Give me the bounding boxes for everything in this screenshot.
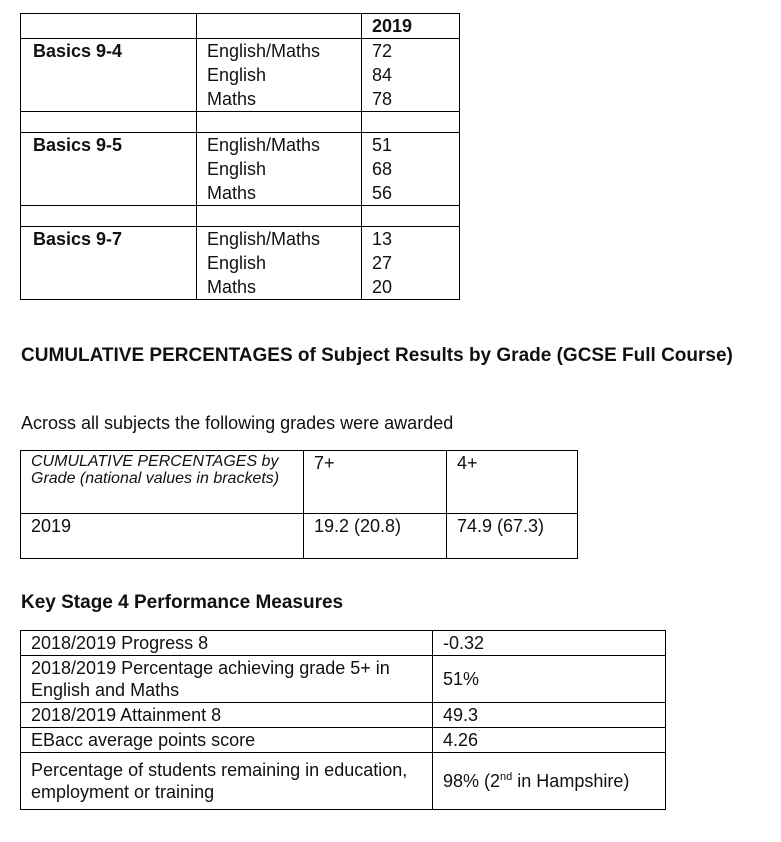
table-row: [21, 656, 666, 703]
measure-value: 51%: [433, 656, 666, 703]
subject-cell: English: [197, 251, 362, 275]
table-row: [21, 703, 666, 728]
empty-cell: [21, 181, 197, 206]
empty-cell: [21, 87, 197, 112]
grade-7plus-value: 19.2 (20.8): [304, 514, 447, 559]
value-cell: 13: [362, 227, 460, 252]
value-cell: 78: [362, 87, 460, 112]
value-cell: 51: [362, 133, 460, 158]
table-header-row: [21, 14, 460, 39]
value-cell: 56: [362, 181, 460, 206]
subject-cell: Maths: [197, 275, 362, 300]
group-label: Basics 9-5: [21, 133, 197, 158]
measure-value: -0.32: [433, 631, 666, 656]
value-cell: 27: [362, 251, 460, 275]
table-row: [21, 753, 666, 810]
table-header-row: [21, 451, 578, 514]
measure-value: [433, 753, 666, 810]
table-row: [21, 133, 460, 158]
measure-value: 4.26: [433, 728, 666, 753]
ks4-heading: Key Stage 4 Performance Measures: [21, 592, 344, 613]
basics-table: [20, 13, 460, 300]
group-label: Basics 9-7: [21, 227, 197, 252]
cumulative-intro: Across all subjects the following grades were awarded: [21, 413, 454, 433]
measure-cell: 2018/2019 Percentage achieving grade 5+ in English and Maths: [21, 656, 433, 703]
table-row: [21, 87, 460, 112]
spacer-row: [21, 206, 460, 227]
subject-cell: Maths: [197, 181, 362, 206]
subject-cell: English: [197, 63, 362, 87]
table-row: [21, 728, 666, 753]
subject-cell: Maths: [197, 87, 362, 112]
table-row: [21, 227, 460, 252]
cumulative-header-label: CUMULATIVE PERCENTAGES by Grade (national values in brackets): [21, 451, 304, 514]
grade-7plus-header: 7+: [304, 451, 447, 514]
group-label: Basics 9-4: [21, 39, 197, 64]
empty-cell: [21, 251, 197, 275]
value-cell: 68: [362, 157, 460, 181]
cumulative-heading: CUMULATIVE PERCENTAGES of Subject Results by Grade (GCSE Full Course): [21, 345, 733, 366]
table-row: [21, 251, 460, 275]
value-prefix: 98% (2: [443, 771, 501, 791]
subject-cell: English: [197, 157, 362, 181]
year-header: 2019: [362, 14, 460, 39]
ks4-table: [20, 630, 666, 810]
table-row: [21, 157, 460, 181]
empty-cell: [21, 157, 197, 181]
value-cell: 20: [362, 275, 460, 300]
ordinal-suffix: nd: [500, 771, 513, 783]
grade-4plus-value: 74.9 (67.3): [447, 514, 578, 559]
year-cell: 2019: [21, 514, 304, 559]
subject-cell: English/Maths: [197, 227, 362, 252]
empty-cell: [21, 14, 197, 39]
table-row: [21, 275, 460, 300]
spacer-row: [21, 112, 460, 133]
table-row: [21, 181, 460, 206]
value-suffix: in Hampshire): [512, 771, 630, 791]
table-row: [21, 631, 666, 656]
empty-cell: [21, 63, 197, 87]
grade-4plus-header: 4+: [447, 451, 578, 514]
subject-cell: English/Maths: [197, 133, 362, 158]
measure-value: 49.3: [433, 703, 666, 728]
cumulative-table: [20, 450, 578, 559]
empty-cell: [21, 275, 197, 300]
measure-cell: EBacc average points score: [21, 728, 433, 753]
value-cell: 72: [362, 39, 460, 64]
value-cell: 84: [362, 63, 460, 87]
measure-cell: 2018/2019 Progress 8: [21, 631, 433, 656]
subject-cell: English/Maths: [197, 39, 362, 64]
measure-cell: 2018/2019 Attainment 8: [21, 703, 433, 728]
table-row: [21, 63, 460, 87]
table-row: [21, 514, 578, 559]
empty-cell: [197, 14, 362, 39]
table-row: [21, 39, 460, 64]
measure-cell: Percentage of students remaining in education, employment or training: [21, 753, 433, 810]
